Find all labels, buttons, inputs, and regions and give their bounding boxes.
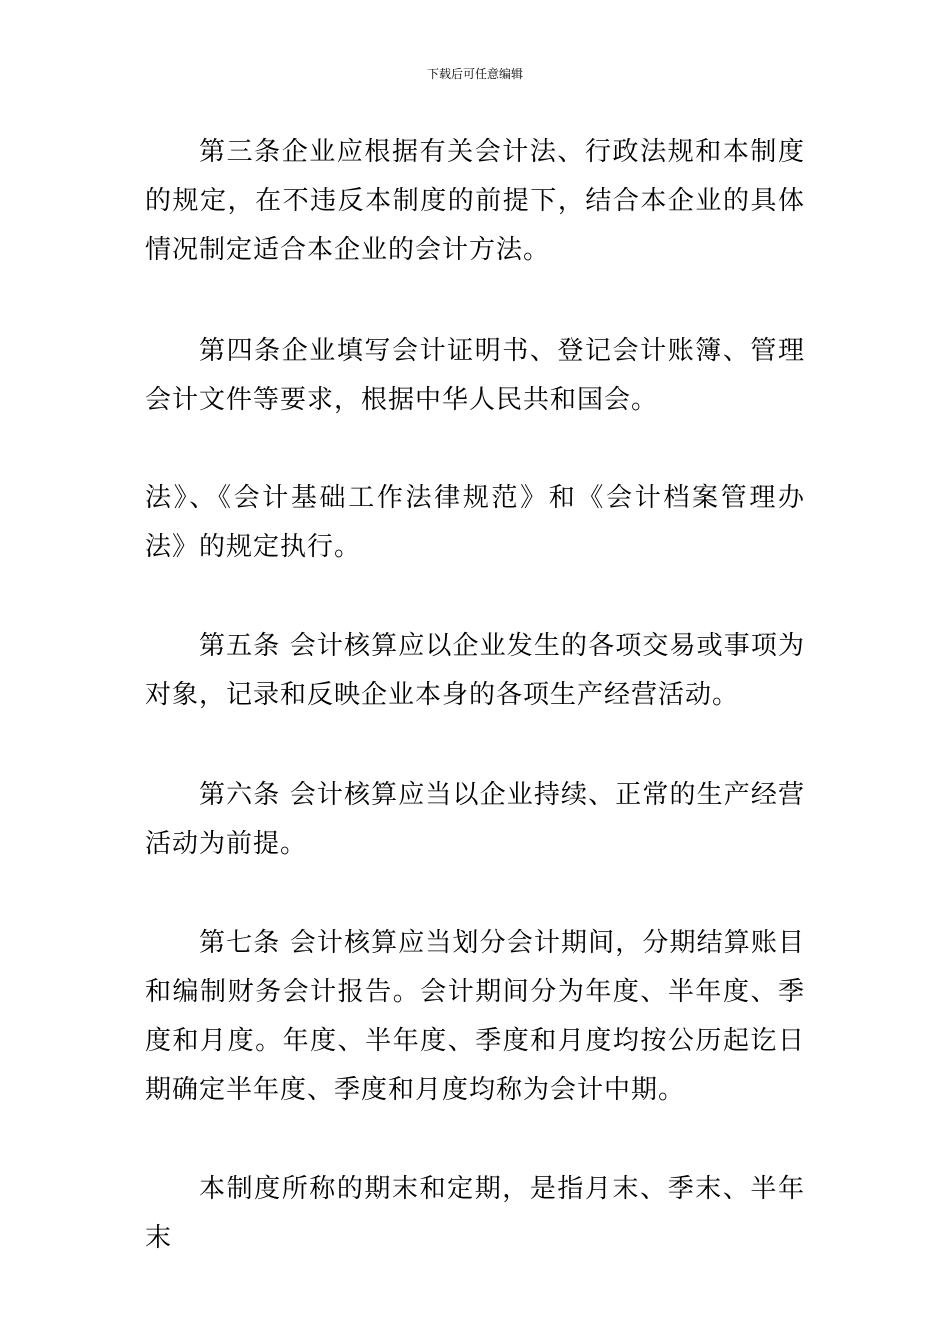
paragraph-article-3: 第三条企业应根据有关会计法、行政法规和本制度的规定，在不违反本制度的前提下，结合本企业的具体情况制定适合本企业的会计方法。 [145, 137, 805, 265]
paragraph-article-5: 第五条 会计核算应以企业发生的各项交易或事项为对象，记录和反映企业本身的各项生产经营活动。 [145, 631, 805, 710]
paragraph-article-6: 第六条 会计核算应当以企业持续、正常的生产经营活动为前提。 [145, 780, 805, 859]
document-body [145, 128, 805, 1263]
paragraph-period-definition: 本制度所称的期末和定期，是指月末、季末、半年末 [145, 1174, 805, 1253]
page-header-note: 下载后可任意编辑 [426, 67, 523, 81]
paragraph-article-7: 第七条 会计核算应当划分会计期间，分期结算账目和编制财务会计报告。会计期间分为年度、半年度、季度和月度。年度、半年度、季度和月度均按公历起讫日期确定半年度、季度和月度均称为会计中期。 [145, 928, 805, 1105]
paragraph-article-4-continued: 法》、《会计基础工作法律规范》和《会计档案管理办法》的规定执行。 [145, 483, 805, 562]
paragraph-article-4: 第四条企业填写会计证明书、登记会计账簿、管理会计文件等要求，根据中华人民共和国会。 [145, 336, 805, 415]
